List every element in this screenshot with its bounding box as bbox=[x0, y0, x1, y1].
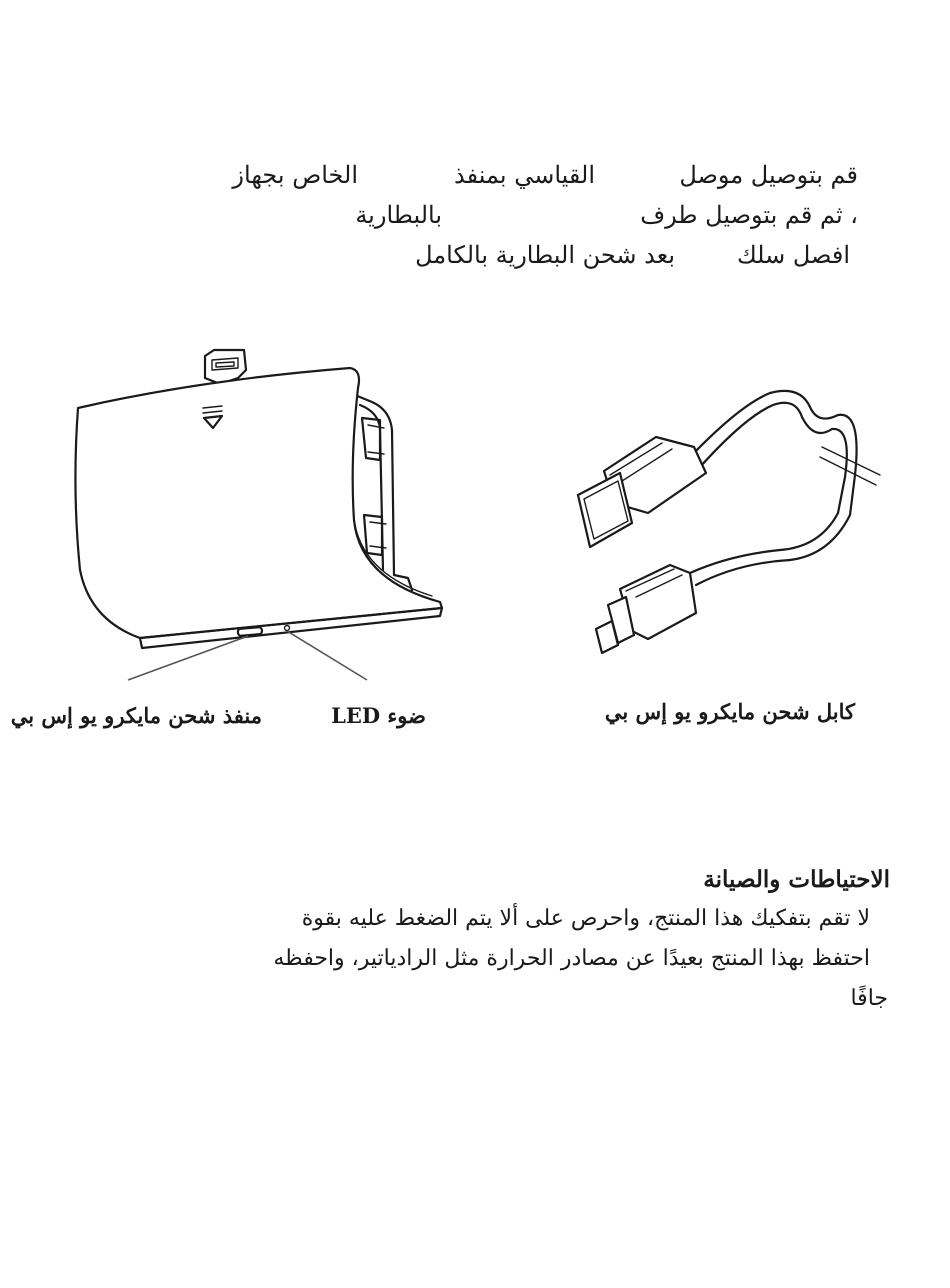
instruction-line-2-seg-b: بالبطارية bbox=[355, 201, 442, 229]
cable-label: كابل شحن مايكرو يو إس بي bbox=[604, 699, 855, 724]
instruction-line-3-seg-a: افصل سلك bbox=[736, 241, 850, 269]
cable-tail bbox=[820, 447, 880, 485]
micro-usb-port bbox=[238, 627, 263, 636]
instruction-line-1-seg-c: الخاص بجهاز bbox=[232, 161, 358, 189]
care-line-2: احتفظ بهذا المنتج بعيدًا عن مصادر الحرارة مثل الرادياتير، واحفظه bbox=[273, 946, 870, 971]
port-label: منفذ شحن مايكرو يو إس بي bbox=[10, 703, 262, 728]
instruction-line-3-seg-b: بعد شحن البطارية بالكامل bbox=[415, 241, 675, 269]
battery-cover bbox=[75, 368, 442, 638]
led-label: ضوء LED bbox=[331, 703, 426, 728]
instruction-line-1-seg-b: القياسي بمنفذ bbox=[454, 161, 595, 189]
usb-cable-illustration bbox=[570, 385, 890, 665]
battery-clip-lower bbox=[364, 515, 382, 555]
cable-loop-outer bbox=[690, 391, 857, 560]
led-indicator bbox=[285, 626, 290, 631]
battery-pack-illustration bbox=[0, 340, 460, 680]
care-title: الاحتياطات والصيانة bbox=[703, 866, 890, 893]
care-line-1: لا تقم بتفكيك هذا المنتج، واحرص على ألا يتم الضغط عليه بقوة bbox=[301, 906, 870, 931]
instruction-line-1-seg-a: قم بتوصيل موصل bbox=[679, 161, 858, 189]
care-line-3: جافًا bbox=[850, 986, 888, 1011]
led-leader-line bbox=[287, 631, 367, 680]
instruction-line-2-seg-a: ، ثم قم بتوصيل طرف bbox=[640, 201, 858, 229]
